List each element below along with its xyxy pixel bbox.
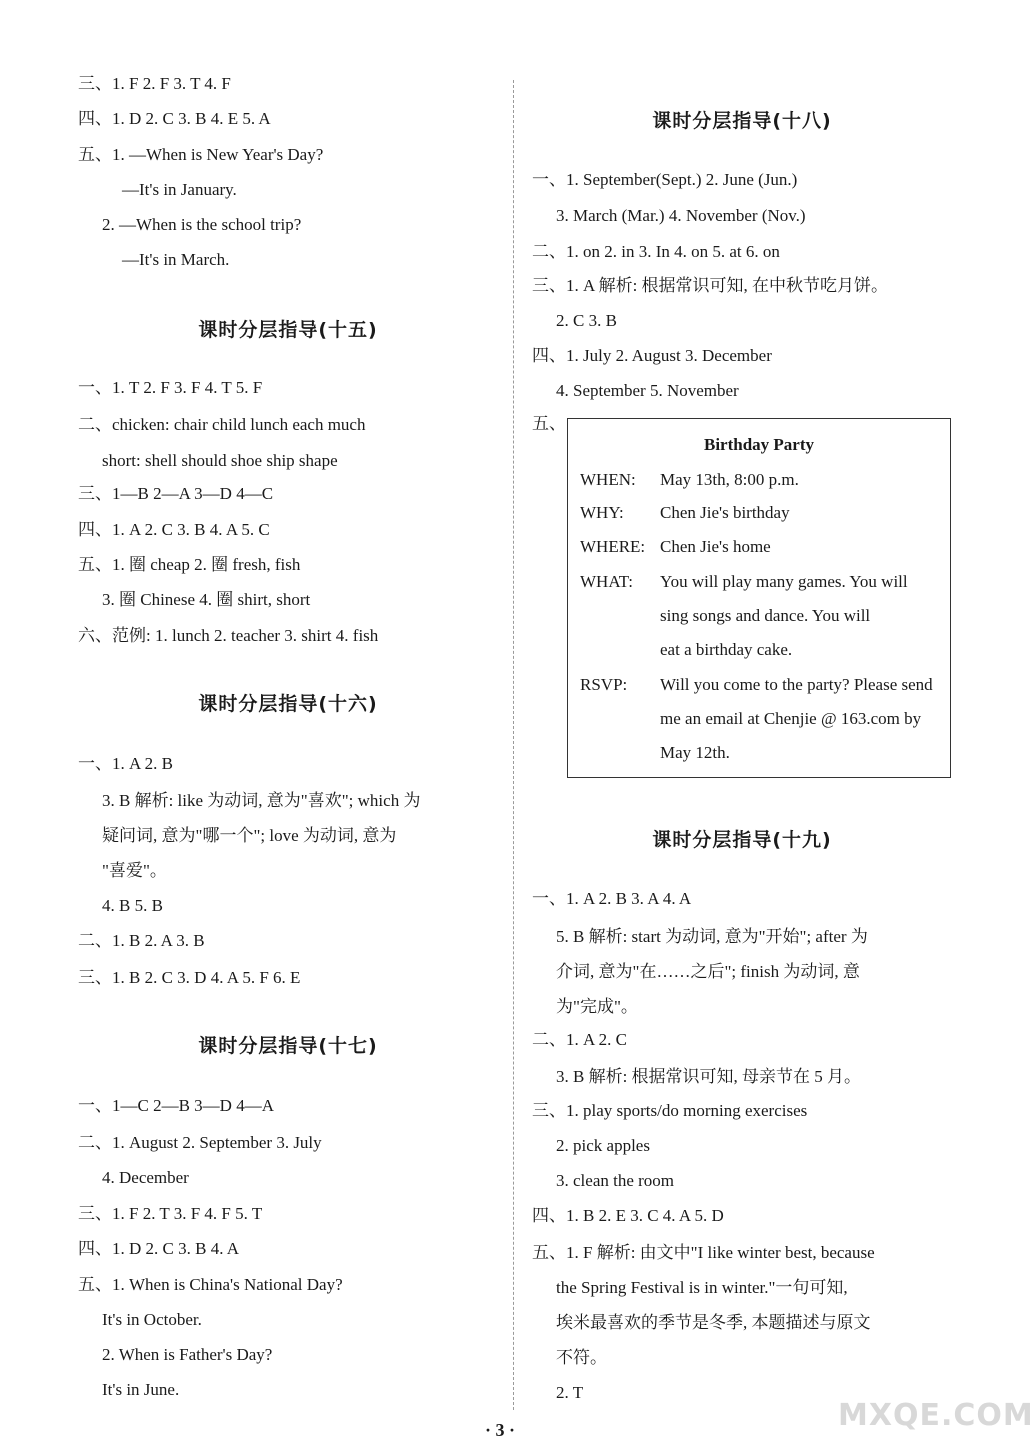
answer-line: 4. December [102, 1168, 189, 1187]
section-heading: 课时分层指导(十六) [198, 693, 378, 715]
answer-line: 三、1. B 2. C 3. D 4. A 5. F 6. E [78, 968, 301, 987]
answer-line: —It's in January. [122, 180, 237, 199]
answer-line: 一、1. A 2. B [78, 754, 173, 773]
answer-line: short: shell should shoe ship shape [102, 451, 338, 470]
answer-line: 四、1. B 2. E 3. C 4. A 5. D [532, 1206, 724, 1225]
answer-line: 2. pick apples [556, 1136, 650, 1155]
answer-line: 3. B 解析: like 为动词, 意为"喜欢"; which 为 [102, 791, 421, 810]
answer-line: 四、1. A 2. C 3. B 4. A 5. C [78, 520, 270, 539]
invitation-text: Chen Jie's home [660, 537, 771, 556]
answer-line: 五、1. —When is New Year's Day? [78, 145, 324, 164]
answer-line: 为"完成"。 [556, 997, 638, 1016]
answer-line: 一、1. T 2. F 3. F 4. T 5. F [78, 378, 263, 397]
answer-line: 四、1. D 2. C 3. B 4. E 5. A [78, 109, 271, 128]
answer-line: 疑问词, 意为"哪一个"; love 为动词, 意为 [102, 826, 397, 845]
answer-line: It's in October. [102, 1310, 202, 1329]
invitation-title: Birthday Party [703, 435, 815, 454]
page-number: · 3 · [484, 1420, 515, 1440]
answer-line: 2. T [556, 1383, 584, 1402]
answer-line: 2. —When is the school trip? [102, 215, 302, 234]
invitation-text: me an email at Chenjie @ 163.com by [660, 709, 922, 728]
answer-line: 二、1. August 2. September 3. July [78, 1133, 322, 1152]
answer-line: 3. 圈 Chinese 4. 圈 shirt, short [102, 590, 311, 609]
invitation-label: WHAT: [580, 572, 633, 591]
answer-line: 一、1—C 2—B 3—D 4—A [78, 1096, 274, 1115]
answer-line: 2. When is Father's Day? [102, 1345, 273, 1364]
answer-line: —It's in March. [122, 250, 230, 269]
answer-line: 不符。 [556, 1348, 607, 1367]
invitation-text: eat a birthday cake. [660, 640, 793, 659]
answer-line: 4. September 5. November [556, 381, 739, 400]
answer-line: 5. B 解析: start 为动词, 意为"开始"; after 为 [556, 927, 868, 946]
section-heading: 课时分层指导(十八) [652, 110, 832, 132]
invitation-label: WHEN: [580, 470, 636, 489]
answer-line: 三、1. A 解析: 根据常识可知, 在中秋节吃月饼。 [532, 276, 889, 295]
answer-line: "喜爱"。 [102, 861, 167, 880]
answer-line: 二、chicken: chair child lunch each much [78, 415, 366, 434]
invitation-text: May 12th. [660, 743, 730, 762]
answer-line: 六、范例: 1. lunch 2. teacher 3. shirt 4. fish [78, 626, 379, 645]
answer-line: 二、1. B 2. A 3. B [78, 931, 205, 950]
invitation-text: May 13th, 8:00 p.m. [660, 470, 799, 489]
answer-line: 3. B 解析: 根据常识可知, 母亲节在 5 月。 [556, 1067, 862, 1086]
invitation-label: WHY: [580, 503, 624, 522]
answer-line: 一、1. September(Sept.) 2. June (Jun.) [532, 170, 798, 189]
answer-line: 一、1. A 2. B 3. A 4. A [532, 889, 692, 908]
answer-line: 三、1. F 2. F 3. T 4. F [78, 74, 231, 93]
answer-line: 介词, 意为"在……之后"; finish 为动词, 意 [556, 962, 860, 981]
watermark-logo: MXQE.COM [838, 1398, 1034, 1433]
invitation-label: RSVP: [580, 675, 628, 694]
invitation-text: You will play many games. You will [660, 572, 908, 591]
invitation-label: WHERE: [580, 537, 646, 556]
answer-line: 二、1. A 2. C [532, 1030, 627, 1049]
answer-line: 三、1—B 2—A 3—D 4—C [78, 484, 274, 503]
answer-line: 3. clean the room [556, 1171, 675, 1190]
answer-line: It's in June. [102, 1380, 180, 1399]
section-heading: 课时分层指导(十九) [652, 829, 832, 851]
answer-line: 四、1. July 2. August 3. December [532, 346, 772, 365]
answer-line: 埃米最喜欢的季节是冬季, 本题描述与原文 [556, 1313, 871, 1332]
answer-line: 五、1. F 解析: 由文中"I like winter best, because [532, 1243, 875, 1262]
birthday-invitation-box [567, 418, 951, 778]
answer-line: 三、1. F 2. T 3. F 4. F 5. T [78, 1204, 263, 1223]
invitation-text: Will you come to the party? Please send [660, 675, 933, 694]
invitation-text: sing songs and dance. You will [660, 606, 871, 625]
answer-line: 4. B 5. B [102, 896, 163, 915]
answer-line: 五、1. 圈 cheap 2. 圈 fresh, fish [78, 555, 301, 574]
answer-line: 2. C 3. B [556, 311, 617, 330]
invitation-text: Chen Jie's birthday [660, 503, 790, 522]
answer-line: 3. March (Mar.) 4. November (Nov.) [556, 206, 806, 225]
section-heading: 课时分层指导(十五) [198, 319, 378, 341]
answer-line: 二、1. on 2. in 3. In 4. on 5. at 6. on [532, 242, 780, 261]
answer-line: 五、 [532, 414, 566, 433]
section-heading: 课时分层指导(十七) [198, 1035, 378, 1057]
answer-line: 三、1. play sports/do morning exercises [532, 1101, 808, 1120]
answer-line: 四、1. D 2. C 3. B 4. A [78, 1239, 240, 1258]
answer-line: 五、1. When is China's National Day? [78, 1275, 343, 1294]
answer-line: the Spring Festival is in winter."一句可知, [556, 1278, 848, 1297]
column-divider [513, 80, 514, 1410]
